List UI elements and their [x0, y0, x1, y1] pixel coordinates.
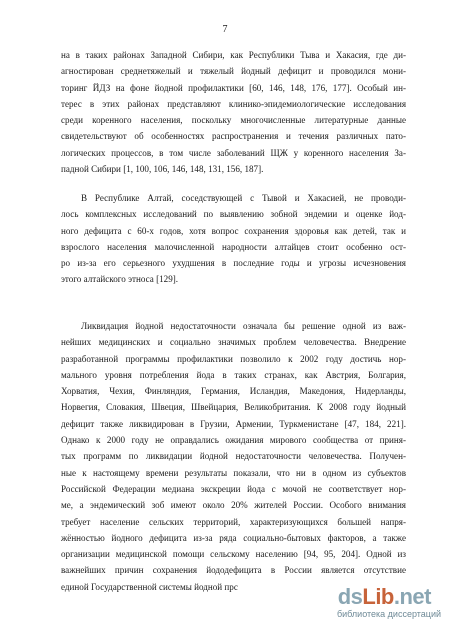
text-line: жённостью йодного дефицита из-за ряда социально-бытовых факторов, а также: [61, 532, 406, 543]
paragraph-1: [61, 47, 406, 177]
text-line: Норвегия, Словакия, Швеция, Швейцария, Великобритания. К 2008 году йодный: [61, 402, 406, 413]
logo-part: .net: [393, 584, 431, 609]
text-line: логических процессов, в том числе заболеваний ЩЖ у коренного населения За-: [61, 147, 406, 158]
text-line: падной Сибири [1, 100, 106, 146, 148, 131, 156, 187].: [61, 164, 264, 175]
text-line: Российской Федерации медиана экскреции йода с мочой не соответствует нор-: [61, 483, 406, 494]
text-line: единой Государственной системы йодной прс: [61, 581, 238, 592]
text-line: свидетельствуют об особенностях распространения и течения различных пато-: [61, 131, 406, 142]
text-line: Однако к 2000 году не оправдались ожидания мирового сообщества от приня-: [61, 435, 406, 446]
paragraph-2: [61, 190, 406, 288]
text-line: Ликвидация йодной недостаточности означала бы решение одной из важ-: [81, 321, 406, 331]
text-line: лось комплексных исследований по выявлению зобной эндемии и оценке йод-: [61, 209, 406, 220]
watermark-caption: библиотека диссертаций: [336, 609, 441, 619]
text-line: взрослого населения малочисленной народности алтайцев стоит особенно ост-: [61, 241, 406, 252]
logo-part: ds: [337, 584, 363, 609]
dslib-watermark: [336, 584, 441, 620]
text-line: торинг ЙДЗ на фоне йодной профилактики [60, 146, 148, 176, 177]. Особый ин-: [61, 82, 406, 93]
text-line: важнейших причин сохранения йододефицита в России является отсутствие: [61, 565, 406, 576]
text-line: на в таких районах Западной Сибири, как Республики Тыва и Хакасия, где ди-: [61, 50, 406, 60]
text-line: организации медицинской помощи сельскому населению [94, 95, 204]. Одной из: [61, 549, 406, 560]
text-line: этого алтайского этноса [129].: [61, 274, 179, 285]
text-line: требует население сельских территорий, характеризующихся большей напря-: [61, 516, 406, 527]
text-line: мального уровня потребления йода в таких странах, как Австрия, Болгария,: [61, 369, 406, 380]
text-line: ного дефицита с 60-х годов, хотя вопрос сохранения здоровья как детей, так и: [61, 225, 406, 236]
text-line: терес в этих районах представляют клинико-эпидемиологические исследования: [61, 98, 406, 109]
text-line: Хорватия, Чехия, Финляндия, Германия, Исландия, Македония, Нидерланды,: [61, 386, 406, 397]
text-line: ме, а эндемический зоб имеют около 20% жителей России. Особого внимания: [61, 500, 406, 511]
paragraph-3: [61, 318, 406, 595]
text-line: тых программ по ликвидации йодной недостаточности человечества. Получен-: [61, 451, 406, 462]
text-line: дефицит также ликвидирован в Грузии, Армении, Туркменистане [47, 184, 221].: [61, 418, 406, 429]
text-line: агностирован среднетяжелый и тяжелый йодный дефицит и проводился мони-: [61, 66, 406, 77]
text-line: среди коренного населения, поскольку многочисленные литературные данные: [61, 115, 406, 126]
dslib-logo: [338, 586, 431, 608]
text-line: ные к настоящему времени результаты показали, что ни в одном из субъектов: [61, 467, 406, 478]
page-number: 7: [222, 24, 228, 35]
text-line: В Республике Алтай, соседствующей с Тывой и Хакасией, не проводи-: [81, 193, 406, 203]
text-line: разработанной программы профилактики позволило к 2002 году достичь нор-: [61, 353, 406, 364]
text-line: ро из-за его серьезного ухудшения в последние годы и угрозы исчезновения: [61, 258, 406, 269]
text-line: нейших медицинских и социально значимых проблем человечества. Внедрение: [61, 337, 406, 348]
logo-part: Lib: [362, 584, 394, 609]
